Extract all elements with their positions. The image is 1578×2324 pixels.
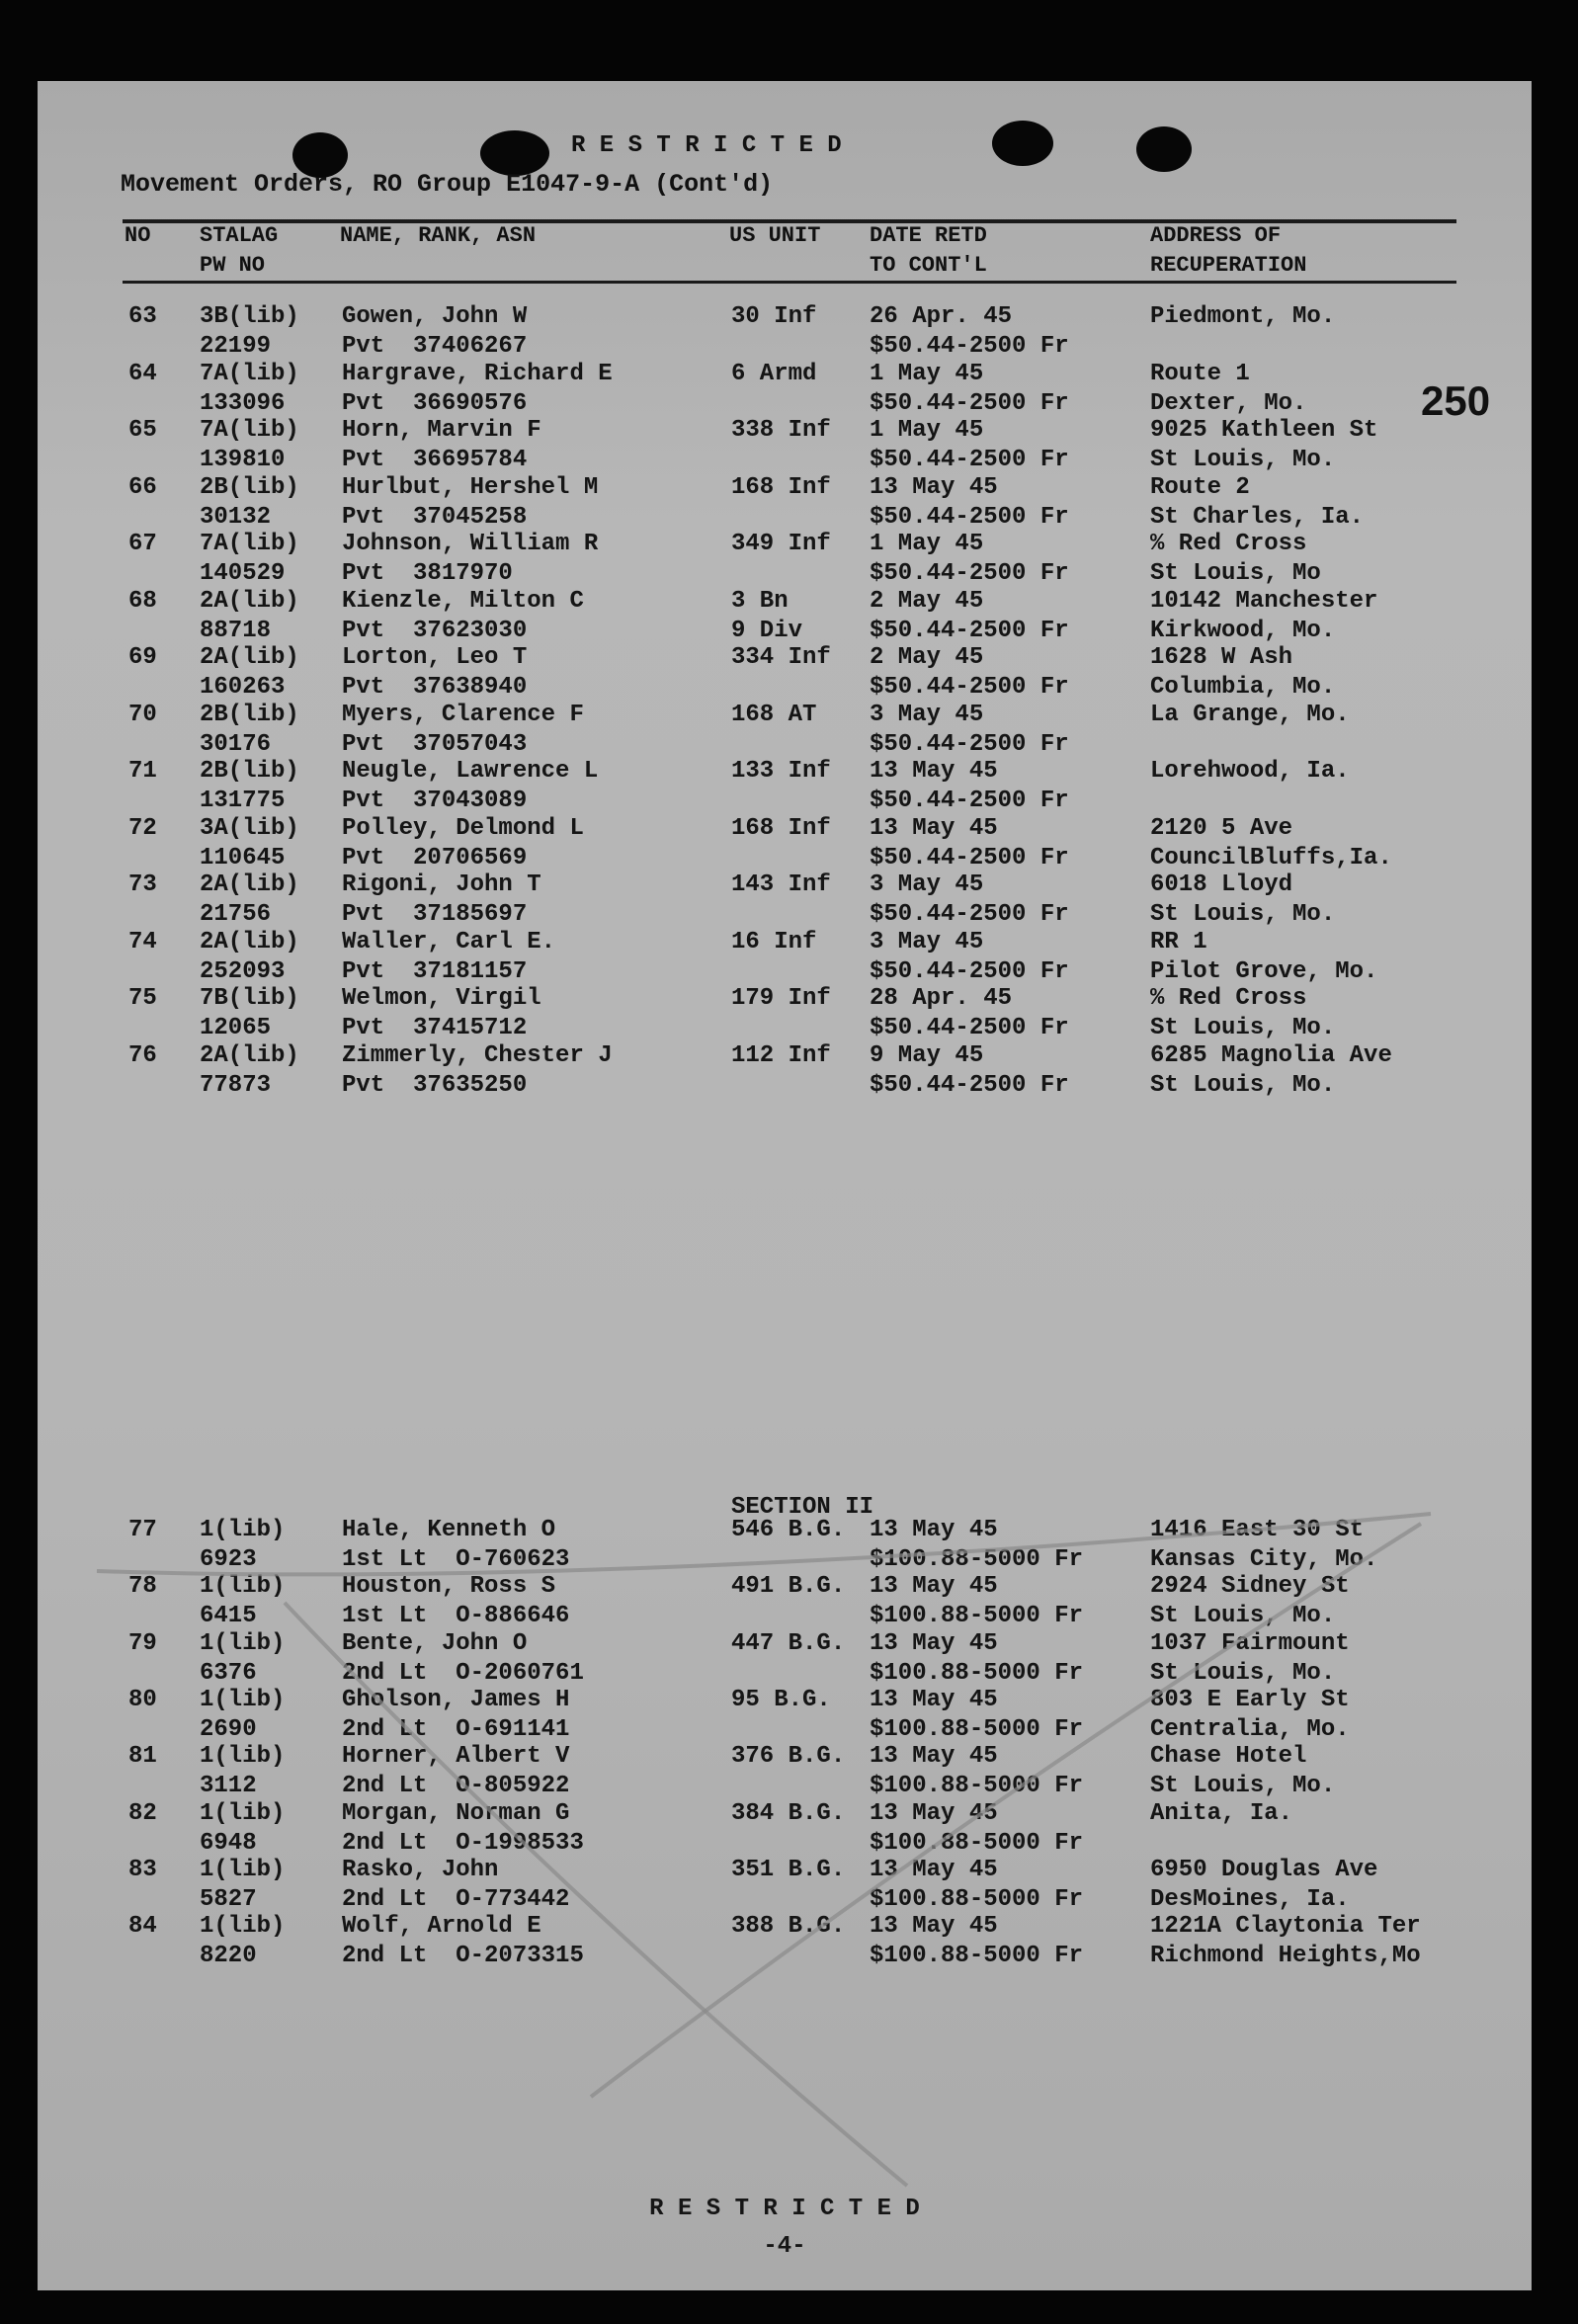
cell-rank-line: Pvt 37181157 [342, 957, 528, 985]
cell-date-line: 1 May 45 [870, 531, 984, 557]
cell-addr1-line: Piedmont, Mo. [1150, 303, 1336, 330]
cell-pw-line: 160263 [200, 674, 286, 701]
cell-stalag-line: 2B(lib) [200, 473, 299, 501]
cell-addr2-line: St Louis, Mo. [1150, 447, 1336, 473]
cell-addr2-line: Centralia, Mo. [1150, 1715, 1350, 1743]
cell-addr2-line: St Louis, Mo. [1150, 1071, 1336, 1099]
cell-name-line: Lorton, Leo T [342, 644, 528, 671]
cell-addr2-line: Pilot Grove, Mo. [1150, 957, 1378, 985]
cell-pay-line: $50.44-2500 Fr [870, 844, 1069, 872]
cell-stalag-line: 1(lib) [200, 1856, 286, 1883]
cell-addr2-line: CouncilBluffs,Ia. [1150, 844, 1392, 872]
section-label: SECTION II [731, 1494, 874, 1521]
cell-date-line: 2 May 45 [870, 644, 984, 671]
cell-rank-line: 2nd Lt O-691141 [342, 1715, 570, 1743]
cell-name-line: Hurlbut, Hershel M [342, 473, 599, 501]
cell-unit-line: 30 Inf [731, 303, 817, 330]
cell-date-line: 1 May 45 [870, 417, 984, 444]
cell-unit-line: 351 B.G. [731, 1856, 846, 1883]
cell-no-line: 74 [128, 928, 157, 955]
cell-addr2-line: St Louis, Mo. [1150, 1015, 1336, 1041]
cell-rank-line: Pvt 37043089 [342, 788, 528, 814]
cell-pay-line: $100.88-5000 Fr [870, 1715, 1084, 1743]
cell-rank-line: Pvt 37185697 [342, 901, 528, 928]
cell-rank-line: Pvt 37415712 [342, 1015, 528, 1041]
cell-stalag-line: 1(lib) [200, 1629, 286, 1657]
cell-no-line: 77 [128, 1517, 157, 1543]
cell-stalag-line: 7B(lib) [200, 985, 299, 1012]
col-header-stalag-2: PW NO [200, 253, 266, 278]
cell-rank-line: Pvt 20706569 [342, 844, 528, 872]
col-header-address-2: RECUPERATION [1150, 253, 1307, 278]
cell-addr2-line: Richmond Heights,Mo [1150, 1943, 1421, 1970]
cell-unit-line: 546 B.G. [731, 1517, 846, 1543]
cell-unit-line: 376 B.G. [731, 1743, 846, 1771]
col-header-date-1: DATE RETD [870, 223, 987, 248]
cell-no-line: 79 [128, 1629, 157, 1657]
cell-name-line: Neugle, Lawrence L [342, 758, 599, 785]
cell-unit-line: 388 B.G. [731, 1913, 846, 1941]
cell-unit-line: 168 Inf [731, 814, 831, 842]
cell-addr1-line: 2924 Sidney St [1150, 1573, 1350, 1601]
cell-pay-line: $100.88-5000 Fr [870, 1773, 1084, 1800]
cell-addr2-line: Kansas City, Mo. [1150, 1546, 1378, 1573]
col-header-address-1: ADDRESS OF [1150, 223, 1282, 248]
footer-restricted: R E S T R I C T E D [649, 2196, 920, 2222]
cell-stalag-line: 1(lib) [200, 1686, 286, 1713]
cell-name-line: Kienzle, Milton C [342, 587, 584, 615]
cell-rank-line: Pvt 37406267 [342, 333, 528, 360]
cell-date-line: 3 May 45 [870, 872, 984, 898]
cell-addr1-line: La Grange, Mo. [1150, 701, 1350, 728]
cell-pw-line: 12065 [200, 1015, 272, 1041]
cell-date-line: 3 May 45 [870, 928, 984, 955]
cell-no-line: 75 [128, 985, 157, 1012]
cell-no-line: 82 [128, 1799, 157, 1827]
cell-addr2-line: St Louis, Mo. [1150, 1659, 1336, 1687]
cell-pw-line: 21756 [200, 901, 272, 928]
cell-pw-line: 22199 [200, 333, 272, 360]
cell-name-line: Bente, John O [342, 1629, 528, 1657]
cell-addr2-line: Kirkwood, Mo. [1150, 617, 1336, 644]
cell-rank-line: 2nd Lt O-773442 [342, 1885, 570, 1913]
cell-rank-line: 2nd Lt O-2073315 [342, 1943, 584, 1970]
cell-pay-line: $50.44-2500 Fr [870, 730, 1069, 758]
cell-addr1-line: 1221A Claytonia Ter [1150, 1913, 1421, 1941]
cell-name-line: Johnson, William R [342, 531, 599, 557]
cell-pw-line: 131775 [200, 788, 286, 814]
cell-unit-line: 384 B.G. [731, 1799, 846, 1827]
cell-pay-line: $50.44-2500 Fr [870, 617, 1069, 644]
cell-date-line: 13 May 45 [870, 1517, 998, 1543]
cell-name-line: Rigoni, John T [342, 872, 541, 898]
col-header-name: NAME, RANK, ASN [340, 223, 537, 248]
cell-addr1-line: 803 E Early St [1150, 1686, 1350, 1713]
cell-name-line: Morgan, Norman G [342, 1799, 570, 1827]
cell-addr1-line: % Red Cross [1150, 531, 1307, 557]
cell-pay-line: $50.44-2500 Fr [870, 560, 1069, 587]
cell-no-line: 64 [128, 360, 157, 387]
cell-name-line: Wolf, Arnold E [342, 1913, 541, 1941]
cell-addr1-line: 10142 Manchester [1150, 587, 1378, 615]
cell-date-line: 13 May 45 [870, 1743, 998, 1771]
cell-name-line: Waller, Carl E. [342, 928, 556, 955]
cell-addr1-line: % Red Cross [1150, 985, 1307, 1012]
cell-addr1-line: 1628 W Ash [1150, 644, 1293, 671]
cell-addr2-line: St Louis, Mo. [1150, 1773, 1336, 1800]
cell-no-line: 67 [128, 531, 157, 557]
document-sheet [38, 81, 1532, 2290]
cell-unit-line: 334 Inf [731, 644, 831, 671]
cell-pw-line: 6923 [200, 1546, 257, 1573]
cell-pay-line: $100.88-5000 Fr [870, 1829, 1084, 1857]
cell-rank-line: 2nd Lt O-1998533 [342, 1829, 584, 1857]
cell-date-line: 28 Apr. 45 [870, 985, 1013, 1012]
col-header-date-2: TO CONT'L [870, 253, 987, 278]
cell-pw-line: 2690 [200, 1715, 257, 1743]
cell-date-line: 2 May 45 [870, 587, 984, 615]
cell-date-line: 13 May 45 [870, 1799, 998, 1827]
cell-no-line: 84 [128, 1913, 157, 1941]
cell-rank-line: Pvt 37638940 [342, 674, 528, 701]
cell-addr1-line: Anita, Ia. [1150, 1799, 1293, 1827]
cell-date-line: 13 May 45 [870, 1573, 998, 1601]
cell-pw-line: 110645 [200, 844, 286, 872]
cell-no-line: 71 [128, 758, 157, 785]
cell-date-line: 13 May 45 [870, 1629, 998, 1657]
cell-addr1-line: 6285 Magnolia Ave [1150, 1041, 1392, 1069]
cell-name-line: Zimmerly, Chester J [342, 1041, 613, 1069]
cross-stroke [97, 1514, 1431, 1574]
cell-addr2-line: St Louis, Mo. [1150, 901, 1336, 928]
cell-pay-line: $100.88-5000 Fr [870, 1885, 1084, 1913]
cell-unit-line: 179 Inf [731, 985, 831, 1012]
cell-no-line: 63 [128, 303, 157, 330]
cell-date-line: 9 May 45 [870, 1041, 984, 1069]
cell-pw-line: 30132 [200, 503, 272, 531]
cell-unit-line: 3 Bn [731, 587, 789, 615]
cell-unit-line: 447 B.G. [731, 1629, 846, 1657]
col-header-stalag-1: STALAG [200, 223, 279, 248]
cell-pw-line: 6415 [200, 1603, 257, 1630]
cell-addr1-line: Route 1 [1150, 360, 1250, 387]
cell-stalag-line: 2A(lib) [200, 644, 299, 671]
cell-stalag-line: 2A(lib) [200, 872, 299, 898]
cell-addr1-line: 6018 Lloyd [1150, 872, 1293, 898]
page-number: -4- [763, 2233, 806, 2260]
cell-no-line: 70 [128, 701, 157, 728]
cell-rank-line: Pvt 36690576 [342, 389, 528, 417]
cross-stroke [285, 1603, 907, 2186]
cell-pay-line: $50.44-2500 Fr [870, 389, 1069, 417]
cell-rank-line: Pvt 3817970 [342, 560, 513, 587]
cell-pw-line: 30176 [200, 730, 272, 758]
cell-date-line: 1 May 45 [870, 360, 984, 387]
cell-unit-line: 95 B.G. [731, 1686, 831, 1713]
cell-rank-line: Pvt 37635250 [342, 1071, 528, 1099]
cell-no-line: 78 [128, 1573, 157, 1601]
cell-no-line: 66 [128, 473, 157, 501]
cell-pay-line: $100.88-5000 Fr [870, 1659, 1084, 1687]
cell-pw-line: 3112 [200, 1773, 257, 1800]
cell-date-line: 13 May 45 [870, 1856, 998, 1883]
cell-addr1-line: 9025 Kathleen St [1150, 417, 1378, 444]
cell-addr1-line: Lorehwood, Ia. [1150, 758, 1350, 785]
cell-date-line: 13 May 45 [870, 1913, 998, 1941]
cell-pay-line: $50.44-2500 Fr [870, 788, 1069, 814]
cell-unit-line: 6 Armd [731, 360, 817, 387]
col-header-unit: US UNIT [729, 223, 821, 248]
cell-addr1-line: RR 1 [1150, 928, 1207, 955]
cell-unit-line: 168 Inf [731, 473, 831, 501]
cell-unit-line: 338 Inf [731, 417, 831, 444]
cell-stalag-line: 2B(lib) [200, 758, 299, 785]
cell-pay-line: $50.44-2500 Fr [870, 901, 1069, 928]
cell-name-line: Gowen, John W [342, 303, 528, 330]
cell-date-line: 13 May 45 [870, 473, 998, 501]
cell-pw-line: 139810 [200, 447, 286, 473]
cell-rank-line: 2nd Lt O-2060761 [342, 1659, 584, 1687]
cell-addr1-line: Chase Hotel [1150, 1743, 1307, 1771]
cell-stalag-line: 7A(lib) [200, 531, 299, 557]
cell-name-line: Horner, Albert V [342, 1743, 570, 1771]
cell-stalag-line: 2A(lib) [200, 928, 299, 955]
cell-addr1-line: 2120 5 Ave [1150, 814, 1293, 842]
cell-name-line: Horn, Marvin F [342, 417, 541, 444]
cell-name-line: Polley, Delmond L [342, 814, 584, 842]
document-subtitle: Movement Orders, RO Group E1047-9-A (Cont'd) [121, 170, 774, 199]
cell-no-line: 83 [128, 1856, 157, 1883]
cell-stalag-line: 1(lib) [200, 1743, 286, 1771]
cell-name-line: Rasko, John [342, 1856, 499, 1883]
cell-date-line: 26 Apr. 45 [870, 303, 1013, 330]
cell-pay-line: $100.88-5000 Fr [870, 1603, 1084, 1630]
cell-stalag-line: 1(lib) [200, 1517, 286, 1543]
cell-unit-line: 349 Inf [731, 531, 831, 557]
cell-unit-line: 143 Inf [731, 872, 831, 898]
cell-date-line: 13 May 45 [870, 758, 998, 785]
cell-unit-line: 16 Inf [731, 928, 817, 955]
cell-no-line: 69 [128, 644, 157, 671]
cell-stalag-line: 2A(lib) [200, 587, 299, 615]
cell-name-line: Hargrave, Richard E [342, 360, 613, 387]
cell-name-line: Myers, Clarence F [342, 701, 584, 728]
cell-addr1-line: 6950 Douglas Ave [1150, 1856, 1378, 1883]
cell-rank-line: 1st Lt O-760623 [342, 1546, 570, 1573]
cell-rank-line: Pvt 37045258 [342, 503, 528, 531]
cell-stalag-line: 2A(lib) [200, 1041, 299, 1069]
cell-stalag-line: 3A(lib) [200, 814, 299, 842]
cell-addr2-line: St Charles, Ia. [1150, 503, 1365, 531]
cell-pw-line: 77873 [200, 1071, 272, 1099]
cell-stalag-line: 7A(lib) [200, 360, 299, 387]
header-restricted: R E S T R I C T E D [571, 132, 842, 159]
cell-name-line: Welmon, Virgil [342, 985, 541, 1012]
cell-unit-line: 168 AT [731, 701, 817, 728]
cell-name-line: Hale, Kenneth O [342, 1517, 556, 1543]
cell-unit-line: 112 Inf [731, 1041, 831, 1069]
cell-date-line: 13 May 45 [870, 814, 998, 842]
cell-unit-line: 133 Inf [731, 758, 831, 785]
cell-stalag-line: 1(lib) [200, 1913, 286, 1941]
cell-pw-line: 133096 [200, 389, 286, 417]
cell-addr2-line: DesMoines, Ia. [1150, 1885, 1350, 1913]
cell-addr1-line: 1416 East 30 St [1150, 1517, 1365, 1543]
cell-pay-line: $100.88-5000 Fr [870, 1943, 1084, 1970]
cell-pay-line: $100.88-5000 Fr [870, 1546, 1084, 1573]
cell-pw-line: 252093 [200, 957, 286, 985]
cell-no-line: 81 [128, 1743, 157, 1771]
cell-stalag-line: 2B(lib) [200, 701, 299, 728]
cell-addr2-line: St Louis, Mo. [1150, 1603, 1336, 1630]
cell-addr2-line: Columbia, Mo. [1150, 674, 1336, 701]
cell-no-line: 80 [128, 1686, 157, 1713]
cell-addr1-line: Route 2 [1150, 473, 1250, 501]
cell-rank-line: 2nd Lt O-805922 [342, 1773, 570, 1800]
cell-no-line: 76 [128, 1041, 157, 1069]
cell-addr2-line: St Louis, Mo [1150, 560, 1321, 587]
cell-date-line: 3 May 45 [870, 701, 984, 728]
cell-addr2-line: Dexter, Mo. [1150, 389, 1307, 417]
cell-pay-line: $50.44-2500 Fr [870, 333, 1069, 360]
cell-name-line: Gholson, James H [342, 1686, 570, 1713]
cell-name-line: Houston, Ross S [342, 1573, 556, 1601]
cell-no-line: 68 [128, 587, 157, 615]
cell-pw-line: 6376 [200, 1659, 257, 1687]
cell-pay-line: $50.44-2500 Fr [870, 1071, 1069, 1099]
cross-out-mark [38, 81, 1532, 2290]
cell-rank-line: 1st Lt O-886646 [342, 1603, 570, 1630]
cell-rank-line: Pvt 36695784 [342, 447, 528, 473]
cell-unit-line: 491 B.G. [731, 1573, 846, 1601]
cell-pay-line: $50.44-2500 Fr [870, 1015, 1069, 1041]
cell-no-line: 65 [128, 417, 157, 444]
cell-addr1-line: 1037 Fairmount [1150, 1629, 1350, 1657]
cell-pw-line: 88718 [200, 617, 272, 644]
page-stamp: 250 [1421, 377, 1491, 424]
cell-pay-line: $50.44-2500 Fr [870, 674, 1069, 701]
cell-pay-line: $50.44-2500 Fr [870, 503, 1069, 531]
cell-unit2-line: 9 Div [731, 617, 803, 644]
cell-pay-line: $50.44-2500 Fr [870, 957, 1069, 985]
cell-stalag-line: 1(lib) [200, 1573, 286, 1601]
cell-stalag-line: 3B(lib) [200, 303, 299, 330]
cell-no-line: 73 [128, 872, 157, 898]
cell-pw-line: 8220 [200, 1943, 257, 1970]
cell-date-line: 13 May 45 [870, 1686, 998, 1713]
cell-stalag-line: 7A(lib) [200, 417, 299, 444]
cell-pay-line: $50.44-2500 Fr [870, 447, 1069, 473]
cell-rank-line: Pvt 37623030 [342, 617, 528, 644]
cross-stroke [591, 1524, 1421, 2097]
cell-no-line: 72 [128, 814, 157, 842]
cell-pw-line: 5827 [200, 1885, 257, 1913]
col-header-no: NO [125, 223, 151, 248]
cell-stalag-line: 1(lib) [200, 1799, 286, 1827]
cell-pw-line: 6948 [200, 1829, 257, 1857]
cell-rank-line: Pvt 37057043 [342, 730, 528, 758]
cell-pw-line: 140529 [200, 560, 286, 587]
